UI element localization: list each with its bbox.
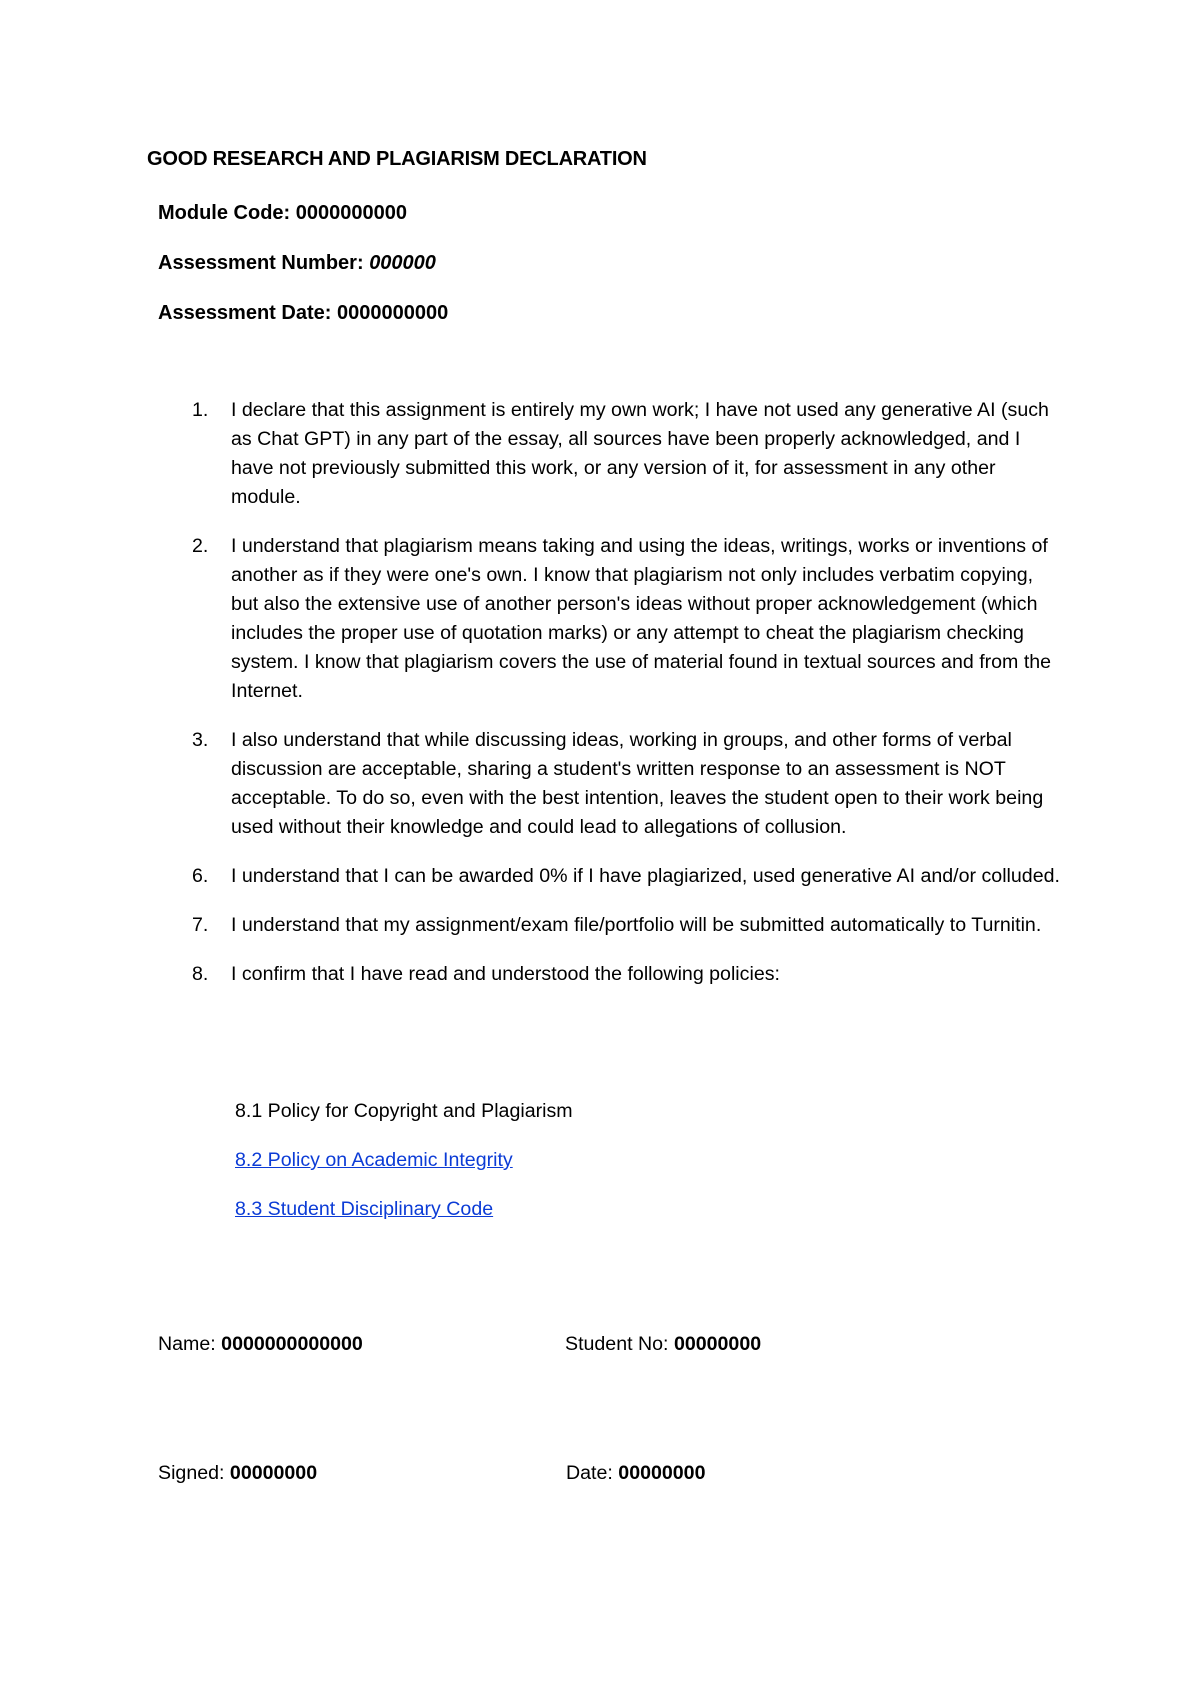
date-label: Date:	[566, 1462, 613, 1484]
item-number: 2.	[192, 535, 209, 557]
policy-academic-integrity-link[interactable]: 8.2 Policy on Academic Integrity	[235, 1149, 513, 1171]
declaration-item	[0, 532, 1200, 706]
name-label: Name:	[158, 1333, 216, 1355]
assessment-number-line	[158, 252, 436, 275]
date-field	[566, 1462, 705, 1485]
assessment-date-label: Assessment Date:	[158, 302, 332, 324]
item-text: I declare that this assignment is entirely my own work; I have not used any generative AI (such as Chat GPT) in any part of the essay, all sources have been properly acknowledged, and I have not previously submitted this work, or any version of it, for assessment in any other module.	[231, 399, 1049, 508]
student-disciplinary-code-link[interactable]: 8.3 Student Disciplinary Code	[235, 1198, 494, 1220]
declaration-item	[0, 960, 1200, 989]
signed-value: 00000000	[229, 1462, 318, 1484]
item-number: 6.	[192, 865, 209, 887]
declaration-list	[0, 396, 1200, 1009]
item-number: 8.	[192, 963, 209, 985]
module-code-value: 0000000000	[295, 202, 408, 224]
declaration-item	[0, 396, 1200, 512]
item-text: I understand that my assignment/exam file/portfolio will be submitted automatically to Turnitin.	[231, 914, 1042, 936]
student-no-value: 00000000	[673, 1333, 762, 1355]
declaration-item	[0, 862, 1200, 891]
name-value: 0000000000000	[221, 1333, 363, 1355]
date-value: 00000000	[618, 1462, 706, 1484]
declaration-item	[0, 911, 1200, 940]
item-number: 7.	[192, 914, 209, 936]
item-number: 1.	[192, 399, 209, 421]
module-code-label: Module Code:	[158, 202, 291, 224]
student-no-field	[565, 1333, 761, 1356]
item-text: I understand that I can be awarded 0% if I have plagiarized, used generative AI and/or colluded.	[231, 865, 1060, 887]
item-text: I confirm that I have read and understood the following policies:	[231, 963, 780, 985]
assessment-number-label: Assessment Number:	[158, 252, 364, 274]
declaration-item	[0, 726, 1200, 842]
page-title: GOOD RESEARCH AND PLAGIARISM DECLARATION	[147, 148, 647, 170]
item-text: I understand that plagiarism means taking and using the ideas, writings, works or inventions of another as if they were one's own. I know that plagiarism not only includes verbatim copying, but also the extensive use of another person's ideas without proper acknowledgement (which includes the proper use of quotation marks) or any attempt to cheat the plagiarism checking system. I know that plagiarism covers the use of material found in textual sources and from the Internet.	[231, 535, 1052, 702]
name-field	[158, 1333, 363, 1356]
signed-label: Signed:	[158, 1462, 225, 1484]
assessment-date-value: 0000000000	[336, 302, 449, 324]
assessment-date-line	[158, 302, 448, 325]
student-no-label: Student No:	[565, 1333, 669, 1355]
item-number: 3.	[192, 729, 209, 751]
module-code-line	[158, 202, 407, 225]
item-text: I also understand that while discussing ideas, working in groups, and other forms of verbal discussion are acceptable, sharing a student's written response to an assessment is NOT acceptable. To do so, even with the best intention, leaves the student open to their work being used without their knowledge and could lead to allegations of collusion.	[231, 729, 1044, 838]
signed-field	[158, 1462, 317, 1485]
assessment-number-value: 000000	[369, 252, 436, 274]
policy-copyright-plagiarism: 8.1 Policy for Copyright and Plagiarism	[235, 1100, 573, 1122]
